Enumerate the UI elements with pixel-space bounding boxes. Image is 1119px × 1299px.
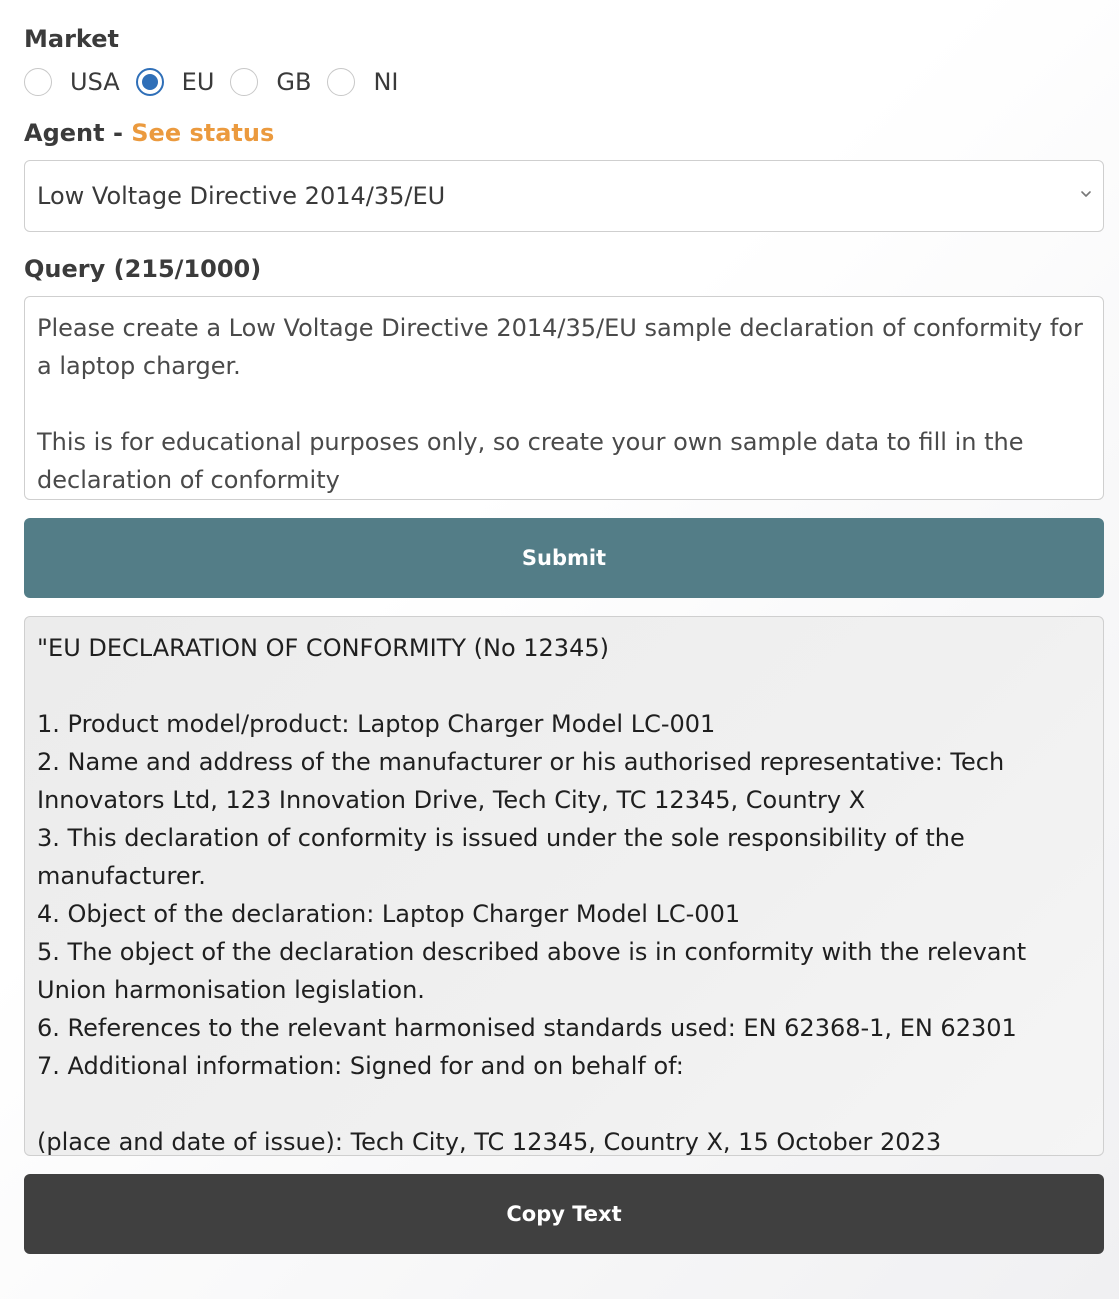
radio-label-eu: EU (181, 68, 215, 96)
radio-label-usa: USA (70, 68, 120, 96)
radio-option-usa[interactable] (24, 68, 126, 96)
radio-option-ni[interactable] (327, 68, 404, 96)
market-radio-group (24, 60, 1104, 104)
radio-option-gb[interactable] (230, 68, 317, 96)
chevron-down-icon (1079, 187, 1093, 201)
radio-dot (142, 74, 158, 90)
compliance-form (24, 20, 1104, 1254)
radio-gb[interactable] (230, 68, 258, 96)
output-textarea[interactable]: "EU DECLARATION OF CONFORMITY (No 12345) 1. Product model/product: Laptop Charger Model LC-001 2. Name and address of the manufacturer or his authorised representative: Tech Innovators Ltd, 123 Innovation Drive, Tech City, TC 12345, Country X 3. This declaration of conformity is issued under the sole responsibility of the manufacturer. 4. Object of the declaration: Laptop Charger Model LC-001 5. The object of the declaration described above is in conformity with the relevant Union harmonisation legislation. 6. References to the relevant harmonised standards used: EN 62368-1, EN 62301 7. Additional information: Signed for and on behalf of: (place and date of issue): Tech City, TC 12345, Country X, 15 October 2023 (24, 616, 1104, 1156)
radio-eu[interactable] (136, 68, 164, 96)
see-status-link[interactable]: See status (131, 119, 275, 147)
radio-label-gb: GB (276, 68, 312, 96)
agent-select[interactable] (24, 160, 1104, 232)
submit-button[interactable]: Submit (24, 518, 1104, 598)
agent-label-row (24, 114, 1104, 152)
market-label: Market (24, 25, 119, 53)
copy-text-button[interactable]: Copy Text (24, 1174, 1104, 1254)
radio-usa[interactable] (24, 68, 52, 96)
radio-ni[interactable] (327, 68, 355, 96)
agent-label: Agent - (24, 119, 132, 147)
agent-select-value: Low Voltage Directive 2014/35/EU (37, 182, 446, 210)
query-textarea[interactable]: Please create a Low Voltage Directive 2014/35/EU sample declaration of conformity for a laptop charger. This is for educational purposes only, so create your own sample data to fill in the declaration of conformity (24, 296, 1104, 500)
query-label: Query (215/1000) (24, 255, 262, 283)
radio-option-eu[interactable] (136, 68, 221, 96)
radio-label-ni: NI (373, 68, 399, 96)
